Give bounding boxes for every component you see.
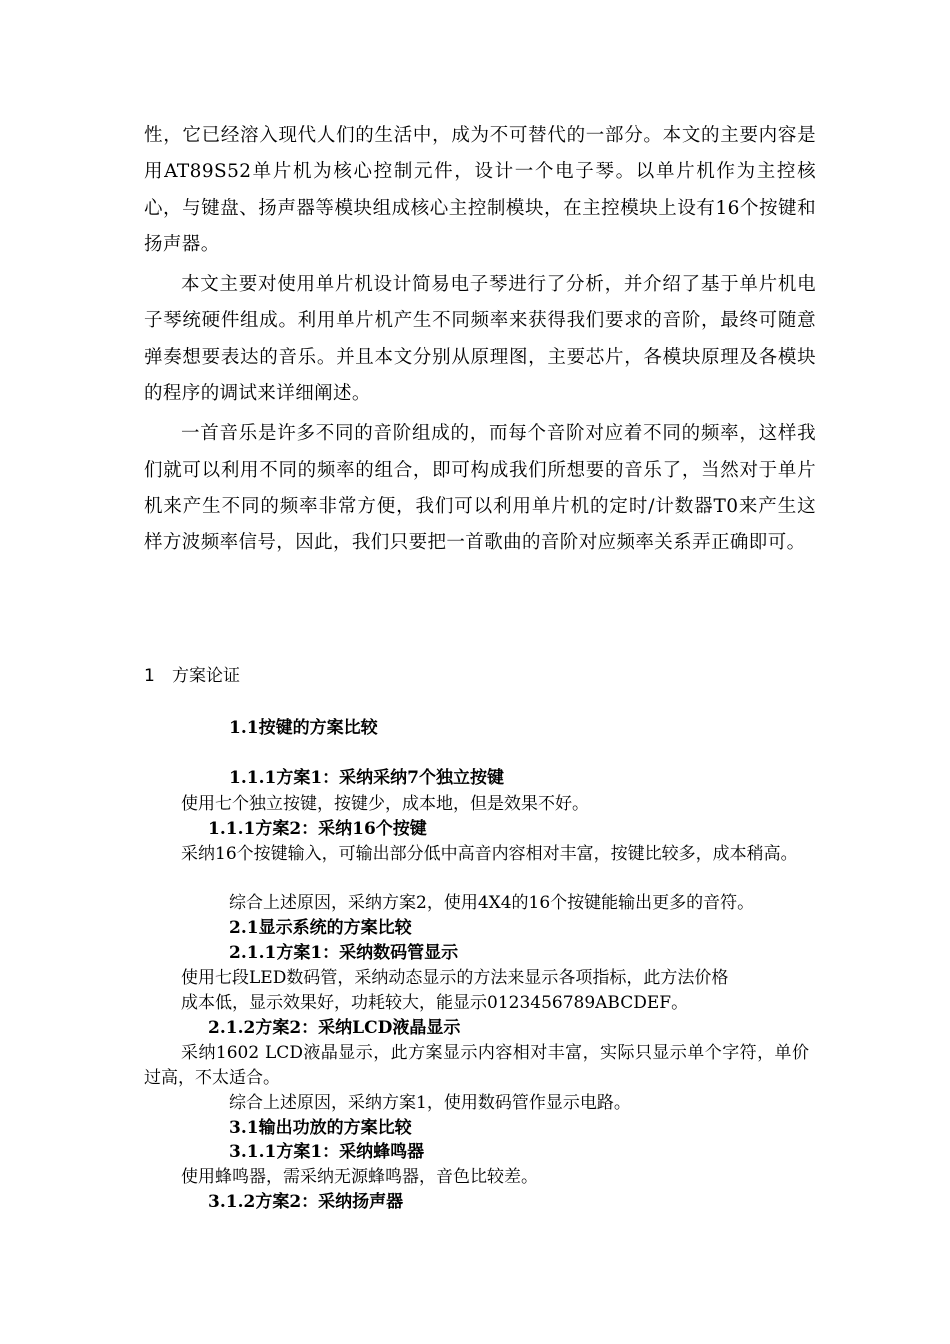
display-option-1-line-2: 成本低，显示效果好，功耗较大，能显示0123456789ABCDEF。 bbox=[181, 993, 689, 1013]
audio-heading: 3.1输出功放的方案比较 bbox=[229, 1118, 412, 1138]
display-summary: 综合上述原因，采纳方案1，使用数码管作显示电路。 bbox=[229, 1093, 631, 1113]
audio-option-1-heading: 3.1.1方案1：采纳蜂鸣器 bbox=[229, 1142, 425, 1162]
display-option-2-heading: 2.1.2方案2：采纳LCD液晶显示 bbox=[208, 1018, 461, 1038]
section-1-number: 1 bbox=[144, 666, 155, 686]
keys-option-1-heading: 1.1.1方案1：采纳采纳7个独立按键 bbox=[229, 768, 504, 788]
section-1-heading bbox=[144, 662, 240, 690]
keys-summary: 综合上述原因，采纳方案2，使用4X4的16个按键能输出更多的音符。 bbox=[229, 893, 755, 913]
keys-option-2-text: 采纳16个按键输入，可输出部分低中高音内容相对丰富，按键比较多，成本稍高。 bbox=[181, 844, 798, 864]
intro-paragraph-2: 本文主要对使用单片机设计简易电子琴进行了分析，并介绍了基于单片机电子琴统硬件组成。利用单片机产生不同频率来获得我们要求的音阶，最终可随意弹奏想要表达的音乐。并且本文分别从原理图，主要芯片，各模块原理及各模块的程序的调试来详细阐述。 bbox=[144, 274, 816, 405]
intro-section bbox=[144, 118, 816, 566]
keys-option-1-text: 使用七个独立按键，按键少，成本地，但是效果不好。 bbox=[181, 794, 589, 814]
section-1-title: 方案论证 bbox=[172, 666, 240, 686]
intro-paragraph-3: 一首音乐是许多不同的音阶组成的，而每个音阶对应着不同的频率，这样我们就可以利用不同的频率的组合，即可构成我们所想要的音乐了，当然对于单片机来产生不同的频率非常方便，我们可以利用单片机的定时/计数器T0来产生这样方波频率信号，因此，我们只要把一首歌曲的音阶对应频率关系弄正确即可。 bbox=[144, 423, 816, 554]
display-option-1-heading: 2.1.1方案1：采纳数码管显示 bbox=[229, 943, 459, 963]
display-heading: 2.1显示系统的方案比较 bbox=[229, 918, 412, 938]
audio-option-1-text: 使用蜂鸣器，需采纳无源蜂鸣器，音色比较差。 bbox=[181, 1167, 538, 1187]
keys-option-2-heading: 1.1.1方案2：采纳16个按键 bbox=[208, 819, 427, 839]
display-option-1-line-1: 使用七段LED数码管，采纳动态显示的方法来显示各项指标，此方法价格 bbox=[181, 968, 729, 988]
intro-paragraph-1: 性，它已经溶入现代人们的生活中，成为不可替代的一部分。本文的主要内容是用AT89S52单片机为核心控制元件，设计一个电子琴。以单片机作为主控核心，与键盘、扬声器等模块组成核心主控制模块，在主控模块上设有16个按键和扬声器。 bbox=[144, 125, 816, 255]
display-option-2-text: 采纳1602 LCD液晶显示，此方案显示内容相对丰富，实际只显示单个字符，单价过高，不太适合。 bbox=[144, 1043, 809, 1088]
keys-heading: 1.1按键的方案比较 bbox=[229, 718, 378, 738]
audio-option-2-heading: 3.1.2方案2：采纳扬声器 bbox=[208, 1192, 404, 1212]
